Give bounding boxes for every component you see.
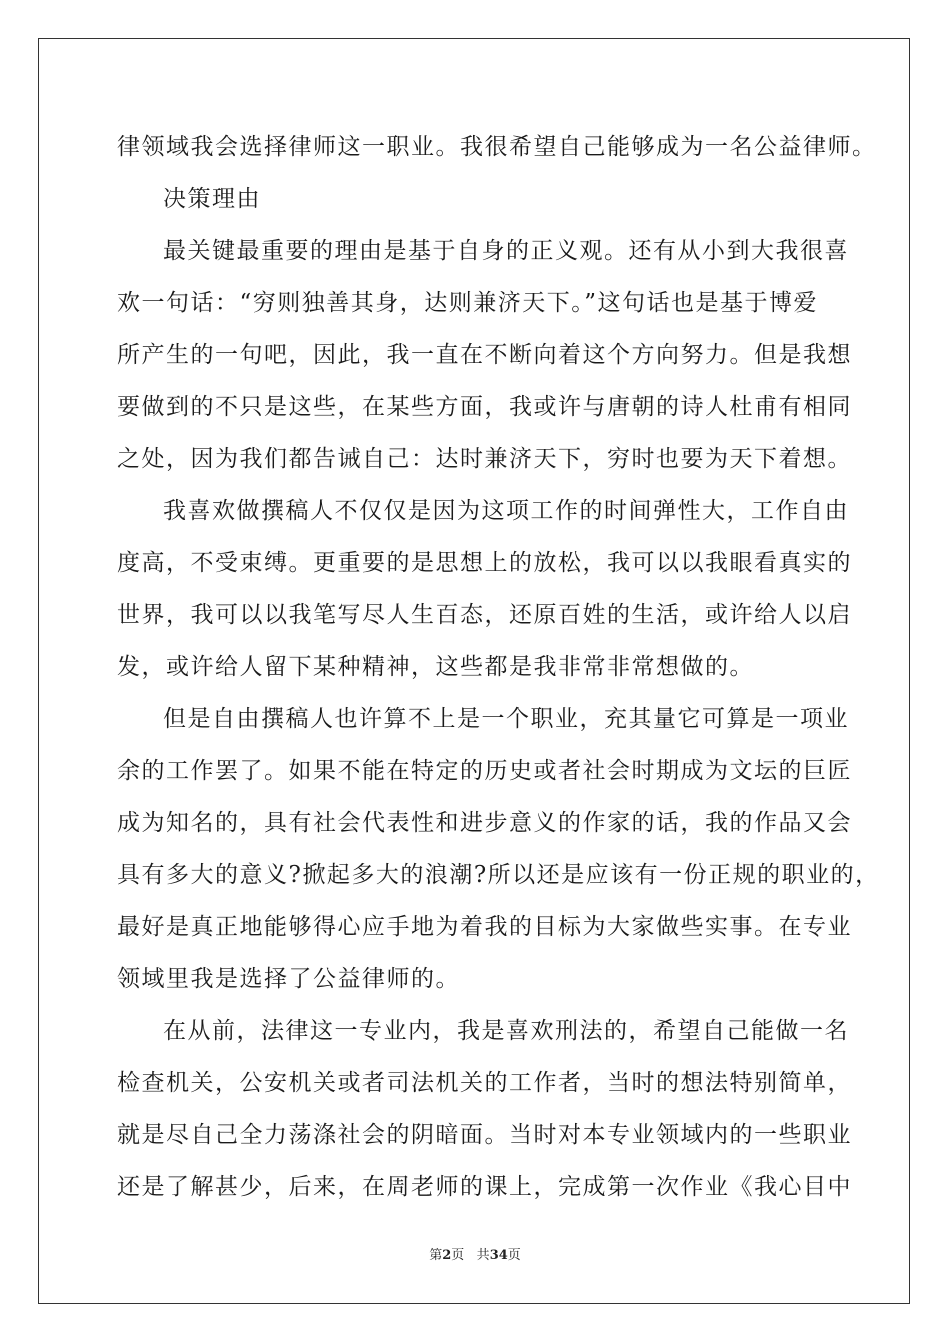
- text-line: 发，或许给人留下某种精神，这些都是我非常非常想做的。: [117, 654, 754, 680]
- text-line: 最好是真正地能够得心应手地为着我的目标为大家做些实事。在专业: [117, 914, 852, 940]
- text-line: 之处，因为我们都告诫自己：达时兼济天下，穷时也要为天下着想。: [117, 446, 852, 472]
- text-line: 我喜欢做撰稿人不仅仅是因为这项工作的时间弹性大，工作自由: [163, 498, 849, 524]
- text-line: 还是了解甚少，后来，在周老师的课上，完成第一次作业《我心目中: [117, 1174, 852, 1200]
- page-footer: [0, 1248, 950, 1264]
- text-line: 所产生的一句吧，因此，我一直在不断向着这个方向努力。但是我想: [117, 342, 852, 368]
- text-line: 律领域我会选择律师这一职业。我很希望自己能够成为一名公益律师。: [117, 134, 877, 160]
- text-line: 世界，我可以以我笔写尽人生百态，还原百姓的生活，或许给人以启: [117, 602, 852, 628]
- text-line: 就是尽自己全力荡涤社会的阴暗面。当时对本专业领域内的一些职业: [117, 1122, 852, 1148]
- total-pages: 34: [489, 1248, 508, 1263]
- text-line: 领域里我是选择了公益律师的。: [117, 966, 460, 992]
- text-line: 要做到的不只是这些，在某些方面，我或许与唐朝的诗人杜甫有相同: [117, 394, 852, 420]
- page-suffix: 页: [451, 1248, 465, 1263]
- text-line: 检查机关，公安机关或者司法机关的工作者，当时的想法特别简单，: [117, 1070, 852, 1096]
- text-line: 欢一句话：“穷则独善其身，达则兼济天下。”这句话也是基于博爱: [117, 290, 819, 316]
- text-line: 余的工作罢了。如果不能在特定的历史或者社会时期成为文坛的巨匠: [117, 758, 852, 784]
- total-suffix: 页: [507, 1248, 521, 1263]
- total-prefix: 共: [476, 1248, 490, 1263]
- section-heading: 决策理由: [163, 186, 261, 212]
- page-prefix: 第: [429, 1248, 443, 1263]
- text-line: 在从前，法律这一专业内，我是喜欢刑法的，希望自己能做一名: [163, 1018, 849, 1044]
- text-line: 但是自由撰稿人也许算不上是一个职业，充其量它可算是一项业: [163, 706, 849, 732]
- text-line: 成为知名的，具有社会代表性和进步意义的作家的话，我的作品又会: [117, 810, 852, 836]
- text-line: 度高，不受束缚。更重要的是思想上的放松，我可以以我眼看真实的: [117, 550, 852, 576]
- text-line: 最关键最重要的理由是基于自身的正义观。还有从小到大我很喜: [163, 238, 849, 264]
- text-line: 具有多大的意义?掀起多大的浪潮?所以还是应该有一份正规的职业的，: [117, 862, 880, 888]
- page-number: 2: [442, 1248, 452, 1263]
